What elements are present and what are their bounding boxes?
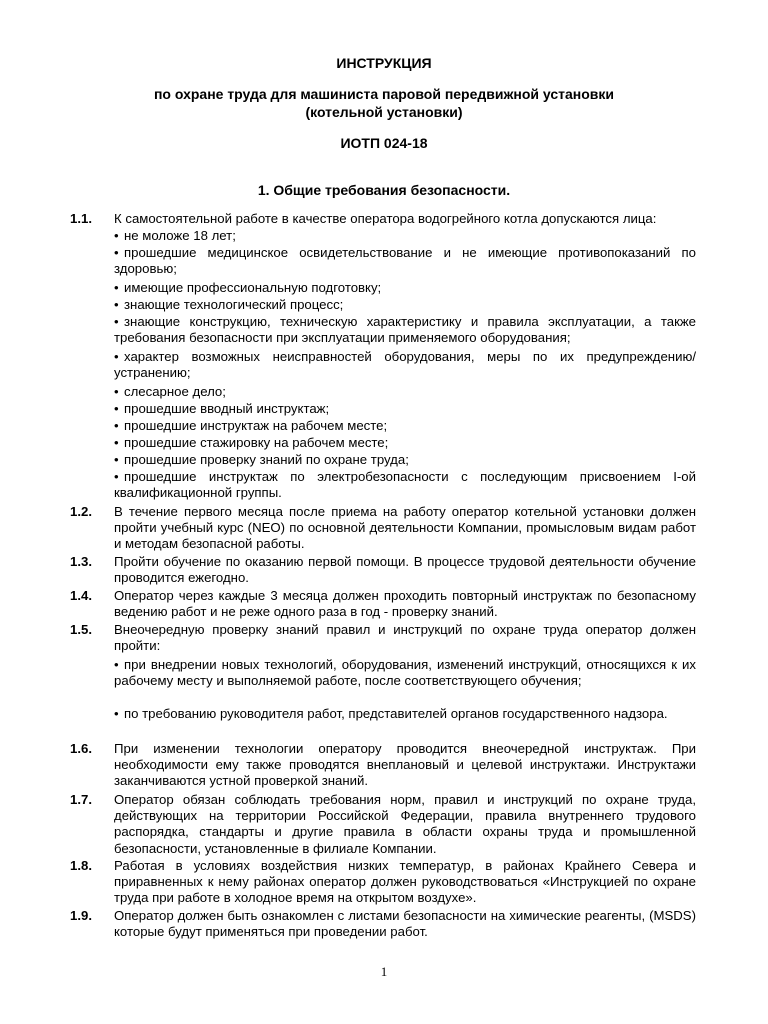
document-title: ИНСТРУКЦИЯ [336, 55, 432, 71]
document-subtitle-line2: (котельной установки) [305, 104, 463, 120]
list-item: • слесарное дело; [114, 384, 696, 400]
clause-text: Оператор через каждые 3 месяца должен проходить повторный инструктаж по безопасному ведению работ и не реже одного раза в год - проверку знаний. [114, 588, 696, 620]
clause-1-8 [70, 858, 696, 907]
list-item: • прошедшие стажировку на рабочем месте; [114, 435, 696, 451]
list-item: • прошедшие инструктаж по электробезопасности с последующим присвоением I-ой квалификационной группы. [114, 469, 696, 501]
list-item: • при внедрении новых технологий, оборудования, изменений инструкций, относящихся к их рабочему месту и выполняемой работе, после соответствующего обучения; [114, 657, 696, 689]
list-item: • по требованию руководителя работ, представителей органов государственного надзора. [114, 706, 696, 722]
clause-number: 1.6. [70, 741, 92, 756]
clause-text: Работая в условиях воздействия низких температур, в районах Крайнего Севера и приравненных к нему районах оператор должен руководствоваться «Инструкцией по охране труда при работе в холодное время на открытом воздухе». [114, 858, 696, 906]
list-item: • прошедшие медицинское освидетельствование и не имеющие противопоказаний по здоровью; [114, 245, 696, 277]
clause-1-4 [70, 588, 696, 620]
list-item: • прошедшие инструктаж на рабочем месте; [114, 418, 696, 434]
document-code: ИОТП 024-18 [340, 135, 428, 151]
clause-1-1 [70, 211, 696, 227]
list-item: • характер возможных неисправностей оборудования, меры по их предупреждению/устранению; [114, 349, 696, 381]
clause-number: 1.8. [70, 858, 92, 873]
clause-text: Внеочередную проверку знаний правил и инструкций по охране труда оператор должен пройти: [114, 622, 696, 654]
clause-number: 1.9. [70, 908, 92, 923]
clause-1-5 [70, 622, 696, 654]
clause-number: 1.1. [70, 211, 92, 226]
clause-text: К самостоятельной работе в качестве оператора водогрейного котла допускаются лица: [114, 211, 657, 226]
clause-text: При изменении технологии оператору проводится внеочередной инструктаж. При необходимости ему также проводятся внеплановый и целевой инструктажи. Инструктажи заканчиваются устной проверкой знаний. [114, 741, 696, 789]
list-item: • не моложе 18 лет; [114, 228, 696, 244]
clause-number: 1.5. [70, 622, 92, 637]
clause-number: 1.7. [70, 792, 92, 807]
clause-1-2 [70, 504, 696, 553]
clause-1-9 [70, 908, 696, 940]
list-item: • прошедшие проверку знаний по охране труда; [114, 452, 696, 468]
clause-text: Пройти обучение по оказанию первой помощи. В процессе трудовой деятельности обучение проводится ежегодно. [114, 554, 696, 586]
clause-1-7 [70, 792, 696, 857]
clause-text: Оператор обязан соблюдать требования норм, правил и инструкций по охране труда, действующих на территории Российской Федерации, правила внутреннего трудового распорядка, стандарты и другие правила в области охраны труда и промышленной безопасности, установленные в филиале Компании. [114, 792, 696, 856]
list-item: • прошедшие вводный инструктаж; [114, 401, 696, 417]
clause-number: 1.2. [70, 504, 92, 519]
clause-1-3 [70, 554, 696, 586]
clause-text: Оператор должен быть ознакомлен с листами безопасности на химические реагенты, (MSDS) которые будут применяться при проведении работ. [114, 908, 696, 940]
clause-number: 1.4. [70, 588, 92, 603]
list-item: • знающие конструкцию, техническую характеристику и правила эксплуатации, а также требования безопасности при эксплуатации применяемого оборудования; [114, 314, 696, 346]
clause-number: 1.3. [70, 554, 92, 569]
clause-1-6 [70, 741, 696, 790]
list-item: • имеющие профессиональную подготовку; [114, 280, 696, 296]
document-subtitle-line1: по охране труда для машиниста паровой передвижной установки [153, 86, 615, 102]
clause-text: В течение первого месяца после приема на работу оператор котельной установки должен пройти учебный курс (NEO) по основной деятельности Компании, промысловым видам работ и методам безопасной работы. [114, 504, 696, 552]
page-number: 1 [380, 964, 388, 979]
section-title: 1. Общие требования безопасности. [257, 182, 511, 198]
list-item: • знающие технологический процесс; [114, 297, 696, 313]
